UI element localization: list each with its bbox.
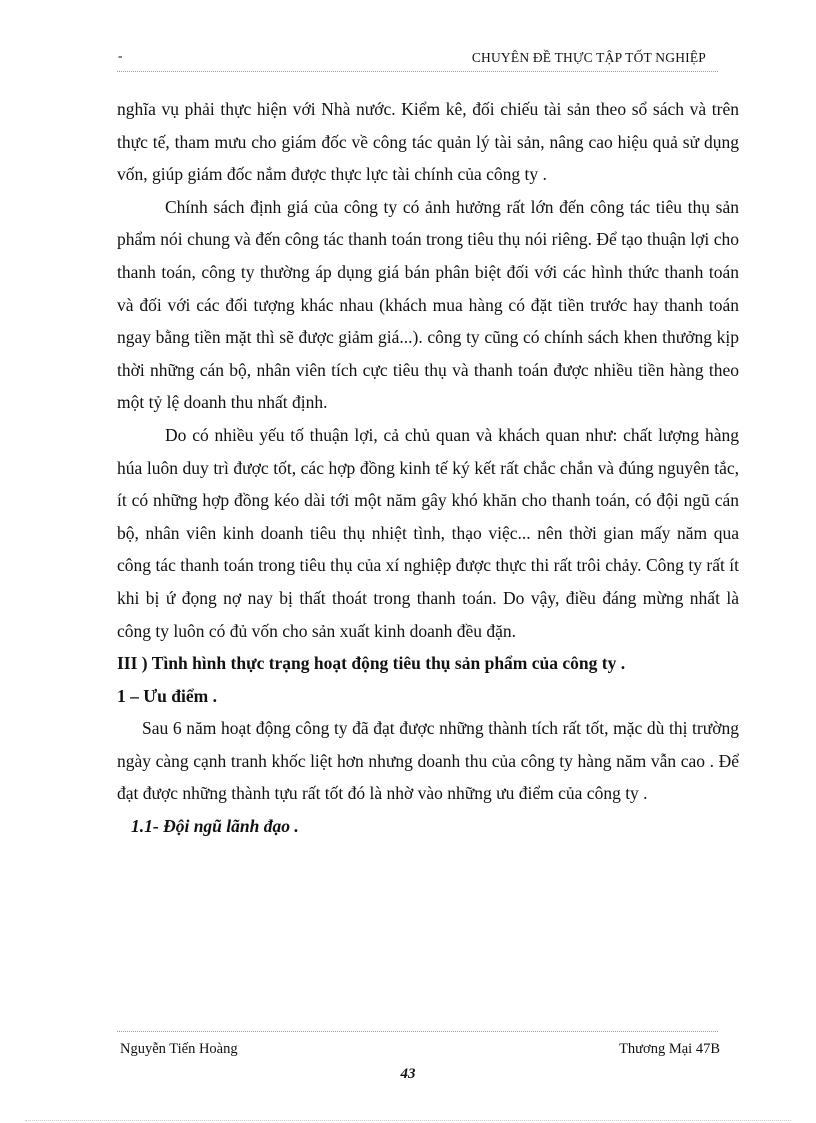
header-divider [117,71,718,72]
paragraph-continuation: nghĩa vụ phải thực hiện với Nhà nước. Kiểm kê, đối chiếu tài sản theo sổ sách và trên thực tế, tham mưu cho giám đốc về công tác quản lý tài sản, nâng cao hiệu quả sử dụng vốn, giúp giám đốc nắm được thực lực tài chính của công ty . [117,99,739,185]
header-title: CHUYÊN ĐỀ THỰC TẬP TỐT NGHIỆP [471,50,706,65]
paragraph-pricing-policy: Chính sách định giá của công ty có ảnh hưởng rất lớn đến công tác tiêu thụ sản phẩm nói chung và đến công tác thanh toán trong tiêu thụ nói riêng. Để tạo thuận lợi cho thanh toán, công ty thường áp dụng giá bán phân biệt đối với các hình thức thanh toán và đối với các đối tượng khác nhau (khách mua hàng có đặt tiền trước hay thanh toán ngay bằng tiền mặt thì sẽ được giảm giá...). công ty cũng có chính sách khen thưởng kịp thời những cán bộ, nhân viên tích cực tiêu thụ và thanh toán được nhiều tiền hàng theo một tỷ lệ doanh thu nhất định. [117,196,739,413]
page-number: 43 [400,1066,416,1082]
page-bottom-divider [25,1120,791,1121]
sub-subsection-heading: 1.1- Đội ngũ lãnh đạo . [131,816,299,837]
footer-course: Thương Mại 47B [619,1041,720,1057]
section-heading: III ) Tình hình thực trạng hoạt động tiêu thụ sản phẩm của công ty . [117,653,626,674]
header-dash: - [118,48,123,63]
paragraph-achievements: Sau 6 năm hoạt động công ty đã đạt được những thành tích rất tốt, mặc dù thị trường ngày càng cạnh tranh khốc liệt hơn nhưng doanh thu của công ty hàng năm vẫn cao . Để đạt được những thành tựu rất tốt đó là nhờ vào những ưu điểm của công ty . [117,718,739,804]
page-header [118,48,716,70]
footer-divider [117,1031,718,1032]
main-content [117,93,739,843]
subsection-heading: 1 – Ưu điểm . [117,685,217,706]
paragraph-favorable-factors: Do có nhiều yếu tố thuận lợi, cả chủ quan và khách quan như: chất lượng hàng húa luôn duy trì được tốt, các hợp đồng kinh tế ký kết rất chắc chắn và đúng nguyên tắc, ít có những hợp đồng kéo dài tới một năm gây khó khăn cho thanh toán, có đội ngũ cán bộ, nhân viên kinh doanh tiêu thụ nhiệt tình, thạo việc... nên thời gian mấy năm qua công tác thanh toán trong tiêu thụ của xí nghiệp được thực thi rất trôi chảy. Công ty rất ít khi bị ứ đọng nợ nay bị thất thoát trong thanh toán. Do vậy, điều đáng mừng nhất là công ty luôn có đủ vốn cho sản xuất kinh doanh đều đặn. [117,424,739,641]
footer-author: Nguyễn Tiến Hoàng [120,1041,238,1057]
